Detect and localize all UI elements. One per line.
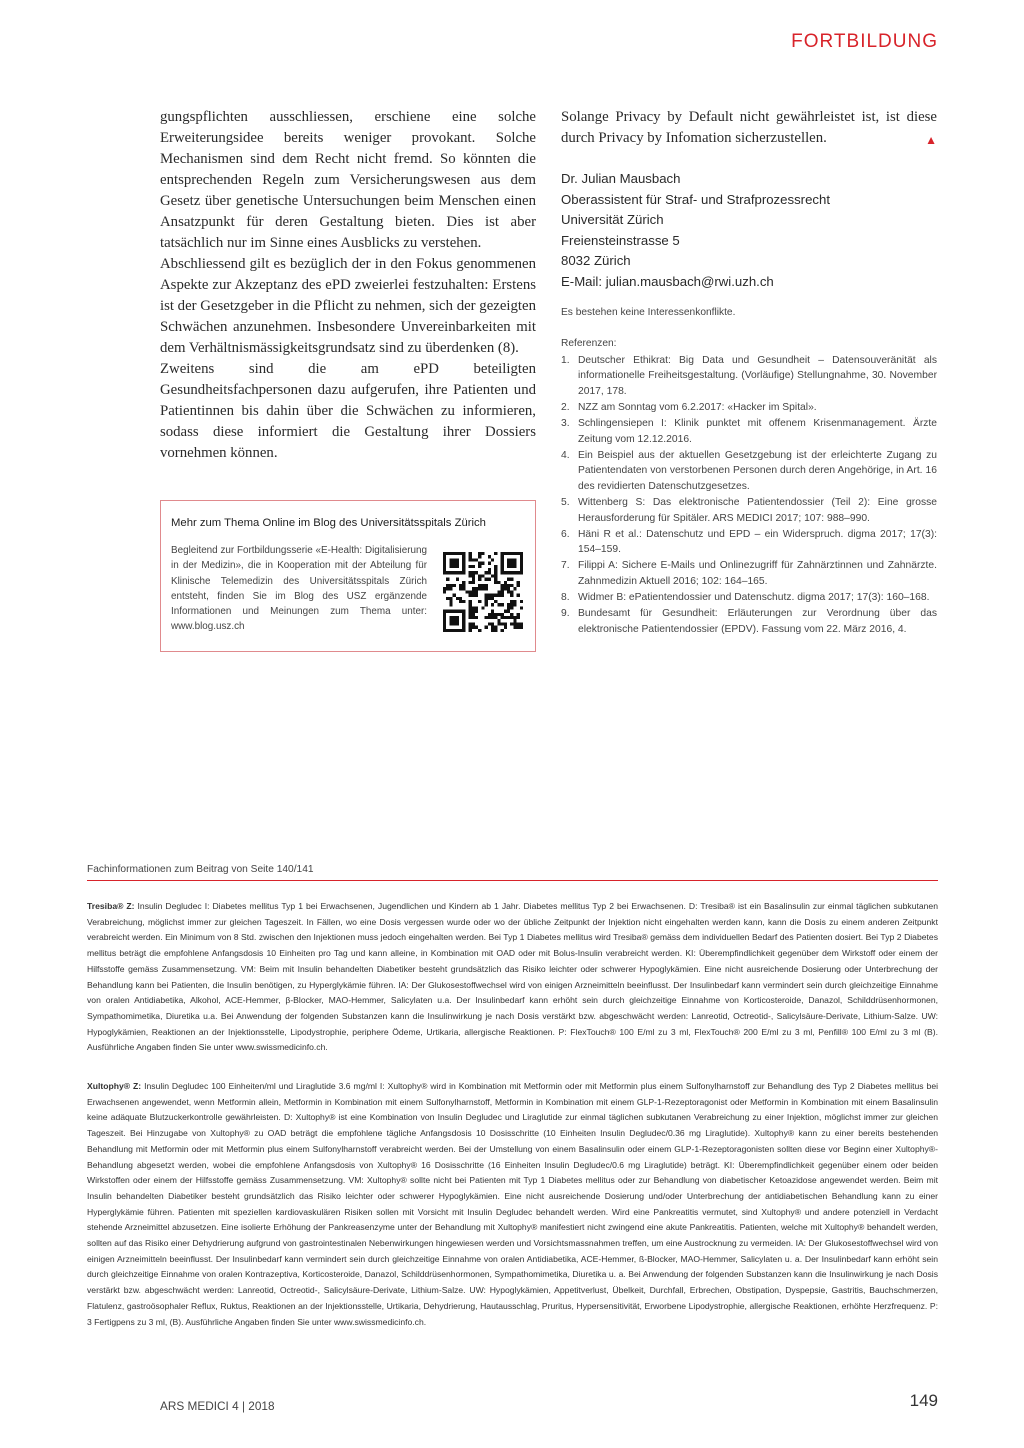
- reference-text: NZZ am Sonntag vom 6.2.2017: «Hacker im Spital».: [578, 401, 817, 413]
- paragraph: Abschliessend gilt es bezüglich der in den Fokus genommenen Aspekte zur Akzeptanz des ePD zweierlei festzuhalten: Erstens ist der Gesetzgeber in die Pflicht zu nehmen, sich der gezeigten Schwächen anzunehmen. Insbesondere Unvereinbarkeiten mit dem Verhältnismässigkeitsgrundsatz sind zu überdenken (8).: [160, 256, 536, 356]
- author-block: [561, 169, 937, 293]
- product-name: Xultophy® Z:: [87, 1081, 142, 1091]
- info-box-title: Mehr zum Thema Online im Blog des Universitätsspitals Zürich: [171, 517, 486, 529]
- reference-number: 6.: [561, 528, 570, 540]
- reference-item: [561, 400, 937, 416]
- reference-text: Schlingensiepen I: Klinik punktet mit offenem Krisenmanagement. Ärzte Zeitung vom 12.12.2016.: [578, 417, 937, 445]
- author-name: Dr. Julian Mausbach: [561, 171, 681, 186]
- reference-number: 7.: [561, 560, 570, 572]
- reference-text: Widmer B: ePatientendossier und Datenschutz. digma 2017; 17(3): 160–168.: [578, 591, 930, 603]
- reference-item: [561, 606, 937, 637]
- reference-number: 5.: [561, 496, 570, 508]
- reference-number: 8.: [561, 591, 570, 603]
- reference-number: 4.: [561, 449, 570, 461]
- reference-item: [561, 448, 937, 495]
- reference-text: Ein Beispiel aus der aktuellen Gesetzgebung ist der erleichterte Zugang zu Patientendaten von verstorbenen Personen durch deren Angehörige, in Art. 16 des revidierten Datenschutzgesetzes.: [578, 449, 937, 492]
- references-list: [561, 353, 937, 638]
- product-text: Insulin Degludec 100 Einheiten/ml und Liraglutide 3.6 mg/ml I: Xultophy® wird in Kombination mit Metformin oder mit Metformin plus einem Sulfonylharnstoff zur Behandlung des Typ 2 Diabetes mellitus bei Erwachsenen angewendet, wenn Metformin allein, Metformin in Kombination mit einem Sulfonylharnstoff, Metformin in Kombination mit einem GLP-1-Rezeptoragonist oder Metformin in Kombination mit einem Basalinsulin keine adäquate Blutzuckerkontrolle gewährleisten. D: Xultophy® ist eine Kombination von Insulin Degludec und Liraglutide zur einmal täglichen subkutanen Verabreichung zu einer Injektion, möglichst immer zur gleichen Tageszeit. Bei Hinzugabe von Xultophy® zu OAD beträgt die empfohlene tägliche Anfangsdosis 10 Dosisschritte (10 Einheiten Insulin Degludec/0.36 mg Liraglutide). Xultophy® kann zu einer bereits bestehenden Behandlung mit Metformin oder mit Metformin plus einem Sulfonylharnstoff verabreicht werden. Bei der Umstellung von einem Basalinsulin oder einem GLP-1-Rezeptoragonisten sollten diese vor Beginn einer Xultophy®-Behandlung abgesetzt werden, wobei die empfohlene Anfangsdosis von Xultophy® 16 Dosisschritte (16 Einheiten Insulin Degludec/0.6 mg Liraglutide) beträgt. KI: Überempfindlichkeit gegenüber einem oder beiden Wirkstoffen oder einem der Hilfsstoffe gemäss Zusammensetzung. VM: Xultophy® sollte nicht bei Patienten mit Typ 1 Diabetes mellitus oder zur Behandlung von diabetischer Ketoazidose angewendet werden. Beim mit Insulin behandelten Diabetiker besteht grundsätzlich das Risiko leichter oder schwerer Hypoglykämien. Eine nicht ausreichende Dosierung und/oder Unterbrechung der antidiabetischen Behandlung kann zu einer Hyperglykämie führen. Patienten mit speziellen kardiovaskulären Risiken sollen mit Vorsicht mit Insulin Degludec behandelt werden. Wird eine Pankreatitis vermutet, sind Xultophy® und andere potenziell in Verdacht stehende Arzneimittel abzusetzen. Eine isolierte Erhöhung der Pankreasenzyme unter der Behandlung mit Xultophy® manifestiert nicht zwingend eine akute Pankreatitis. Patienten, welche mit Xultophy® behandelt werden, sollten auf das Risiko einer Dehydrierung aufgrund von gastrointestinalen Nebenwirkungen hingewiesen werden und Vorsichtsmassnahmen treffen, um eine Austrocknung zu vermeiden. IA: Der Glukosestoffwechsel wird von einigen Arzneimitteln beeinflusst. Der Insulinbedarf kann vermindert sein durch gleichzeitige Einnahme von oralen Antidiabetika, ACE-Hemmer, ß-Blocker, MAO-Hemmer, Salicylaten u. a. Der Insulinbedarf kann erhöht sein durch gleichzeitige Einnahme von oralen Kontrazeptiva, Korticosteroide, Danazol, Schilddrüsenhormonen, Sympathomimetika, Diuretika u. a. Bei Anwendung der folgenden Substanzen kann die Insulinwirkung je nach Dosis verstärkt bzw. abgeschwächt werden: Lanreotid, Octreotid-, Salicylsäure-Derivate, Lithium-Salze. UW: Hypoglykämien, Appetitverlust, Übelkeit, Durchfall, Erbrechen, Obstipation, Dyspepsie, Gastritis, Bauchschmerzen, Flatulenz, gastroösophaler Reflux, Ruktus, Reaktionen an der Injektionsstelle, Urtikaria, Dehydrierung, Hautausschlag, Pruritus, Hypersensitivität, Erworbene Lipodystrophie, allergische Reaktionen, erhöhte Herzfrequenz. P: 3 Fertigpens zu 3 ml, (B). Ausführliche Angaben finden Sie unter www.swissmedicinfo.ch.: [87, 1081, 939, 1327]
- reference-number: 3.: [561, 417, 570, 429]
- reference-item: [561, 416, 937, 447]
- reference-text: Wittenberg S: Das elektronische Patientendossier (Teil 2): Eine grosse Herausforderung für Spitäler. ARS MEDICI 2017; 107: 988–990.: [578, 496, 937, 524]
- product-text: Insulin Degludec I: Diabetes mellitus Typ 1 bei Erwachsenen, Jugendlichen und Kindern ab 1 Jahr. Diabetes mellitus Typ 2 bei Erwachsenen. D: Tresiba® ist ein Basalinsulin zur einmal täglichen subkutanen Verabreichung, möglichst immer zur gleichen Tageszeit. In Fällen, wo eine Dosis vergessen wurde oder wo der übliche Zeitpunkt der Injektion nicht eingehalten werden kann, kann die Dosis zu einem anderen Zeitpunkt verabreicht werden. Ein Minimum von 8 Std. zwischen den Injektionen muss jedoch eingehalten werden. Bei Typ 1 Diabetes mellitus wird Tresiba® gemäss dem individuellen Bedarf des Patienten dosiert. Bei Typ 2 Diabetes mellitus beträgt die empfohlene Anfangsdosis 10 Einheiten pro Tag und kann alleine, in Kombination mit OAD oder mit Bolus-Insulin verabreicht werden. KI: Überempfindlichkeit gegenüber dem Wirkstoff oder einem der Hilfsstoffe gemäss Zusammensetzung. VM: Beim mit Insulin behandelten Diabetiker besteht grundsätzlich das Risiko leichter oder schwerer Hypoglykämien. Eine nicht ausreichende Dosierung oder Unterbrechung der Behandlung kann bei Patienten, die Insulin benötigen, zu Hyperglykämie führen. IA: Der Glukosestoffwechsel wird von einigen Arzneimitteln beeinflusst. Der Insulinbedarf kann vermindert sein durch gleichzeitige Einnahme von oralen Antidiabetika, Alkohol, ACE-Hemmer, β-Blocker, MAO-Hemmer, Salicylaten u.a. Der Insulinbedarf kann erhöht sein durch gleichzeitige Einnahme von Korticosteroide, Danazol, Schilddrüsenhormonen, Sympathomimetika, Diuretika u.a. Bei Anwendung der folgenden Substanzen kann die Insulinwirkung je nach Dosis verstärkt bzw. abgeschwächt werden: Lanreotid, Octreotid-, Salicylsäure-Derivate, Lithium-Salze. UW: Hypoglykämien, Reaktionen an der Injektionsstelle, Lipodystrophie, periphere Ödeme, Urtikaria, allergische Reaktionen. P: FlexTouch® 100 E/ml zu 3 ml, FlexTouch® 200 E/ml zu 3 ml, Penfill® 100 E/ml zu 3 ml (B). Ausführliche Angaben finden Sie unter www.swissmedicinfo.ch.: [87, 901, 938, 1053]
- reference-item: [561, 590, 937, 606]
- author-institution: Universität Zürich: [561, 212, 664, 228]
- reference-item: [561, 495, 937, 526]
- reference-text: Filippi A: Sichere E-Mails und Onlinezugriff für Zahnärztinnen und Zahnärzte. Zahnmedizin Aktuell 2016; 102: 164–165.: [578, 560, 937, 587]
- fachinfo-tresiba: [87, 899, 938, 1056]
- blog-info-box: [160, 500, 536, 652]
- right-column: [561, 107, 937, 638]
- fachinfo-xultophy: [87, 1079, 938, 1330]
- paragraph: Zweitens sind die am ePD beteiligten Gesundheitsfachpersonen dazu aufgerufen, ihre Patienten und Patientinnen bis dahin über die Schwächen zu informieren, sodass diese informiert die Gestaltung ihrer Dossiers vornehmen können.: [160, 361, 536, 461]
- conflict-statement: Es bestehen keine Interessenkonflikte.: [561, 306, 736, 318]
- reference-number: 2.: [561, 401, 570, 413]
- fachinfo-title: Fachinformationen zum Beitrag von Seite 140/141: [87, 864, 314, 875]
- divider-line: [87, 880, 938, 881]
- reference-text: Bundesamt für Gesundheit: Erläuterungen zur Verordnung über das elektronische Patientendossier (EPDV). Fassung vom 22. März 2016, 4.: [578, 608, 937, 635]
- product-name: Tresiba® Z:: [87, 901, 135, 911]
- references-title: Referenzen:: [561, 337, 617, 349]
- qr-code-icon[interactable]: [443, 552, 523, 632]
- reference-item: [561, 353, 937, 400]
- author-position: Oberassistent für Straf- und Strafprozessrecht: [561, 191, 830, 207]
- reference-number: 1.: [561, 354, 570, 366]
- author-email[interactable]: E-Mail: julian.mausbach@rwi.uzh.ch: [561, 273, 774, 289]
- info-box-text: Begleitend zur Fortbildungsserie «E-Health: Digitalisierung in der Medizin», die in Kooperation mit der Abteilung für Klinische Telemedizin des Universitätsspitals Zürich entsteht, finden Sie im Blog des USZ ergänzende Informationen und Meinungen zum Thema unter: www.blog.usz.ch: [171, 545, 427, 633]
- author-street: Freiensteinstrasse 5: [561, 232, 680, 248]
- reference-item: [561, 558, 937, 589]
- triangle-icon: ▲: [925, 133, 937, 147]
- page-number: 149: [909, 1391, 938, 1410]
- reference-item: [561, 527, 937, 558]
- left-column: [160, 107, 536, 464]
- paragraph: gungspflichten ausschliessen, erschiene eine solche Erweiterungsidee bereits weniger provokant. Solche Mechanismen sind dem Recht nicht fremd. So könnten die entsprechenden Regeln zum Versicherungswesen aus dem Gesetz über genetische Untersuchungen beim Menschen einen Ansatzpunkt für deren Gestaltung bieten. Dies ist aber tatsächlich nur im Sinne eines Ausblicks zu verstehen.: [160, 109, 536, 251]
- journal-issue: ARS MEDICI 4 | 2018: [160, 1399, 275, 1413]
- reference-text: Häni R et al.: Datenschutz und EPD – ein Widerspruch. digma 2017; 17(3): 154–159.: [578, 528, 937, 556]
- closing-paragraph: Solange Privacy by Default nicht gewährleistet ist, ist diese durch Privacy by Infomation sicherzustellen. ▲: [561, 107, 937, 149]
- author-city: 8032 Zürich: [561, 253, 631, 269]
- section-label: FORTBILDUNG: [791, 31, 938, 52]
- reference-text: Deutscher Ethikrat: Big Data und Gesundheit – Datensouveränität als informationelle Freiheitsgestaltung. (Vorläufige) Stellungnahme, 30. November 2017, 178.: [578, 354, 937, 397]
- reference-number: 9.: [561, 608, 570, 620]
